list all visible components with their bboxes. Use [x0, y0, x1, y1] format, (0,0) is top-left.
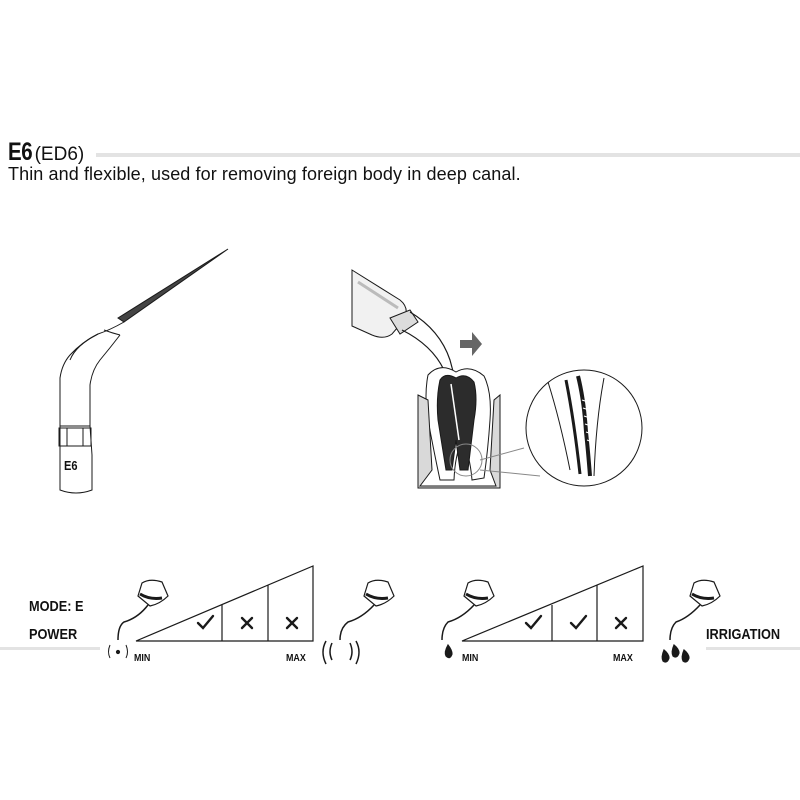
power-label: POWER [29, 626, 78, 643]
power-min-label: MIN [134, 652, 151, 664]
tip-description: Thin and flexible, used for removing foreign body in deep canal. [8, 164, 521, 184]
irrigation-max-label: MAX [613, 652, 633, 664]
irrigation-label: IRRIGATION [706, 626, 781, 643]
tip-engraving: E6 [64, 458, 78, 473]
mode-label: MODE: E [29, 598, 84, 615]
tip-code: E6 [8, 138, 33, 166]
tip-alt-code: (ED6) [34, 144, 85, 165]
power-max-label: MAX [286, 652, 306, 664]
irrigation-min-label: MIN [462, 652, 479, 664]
